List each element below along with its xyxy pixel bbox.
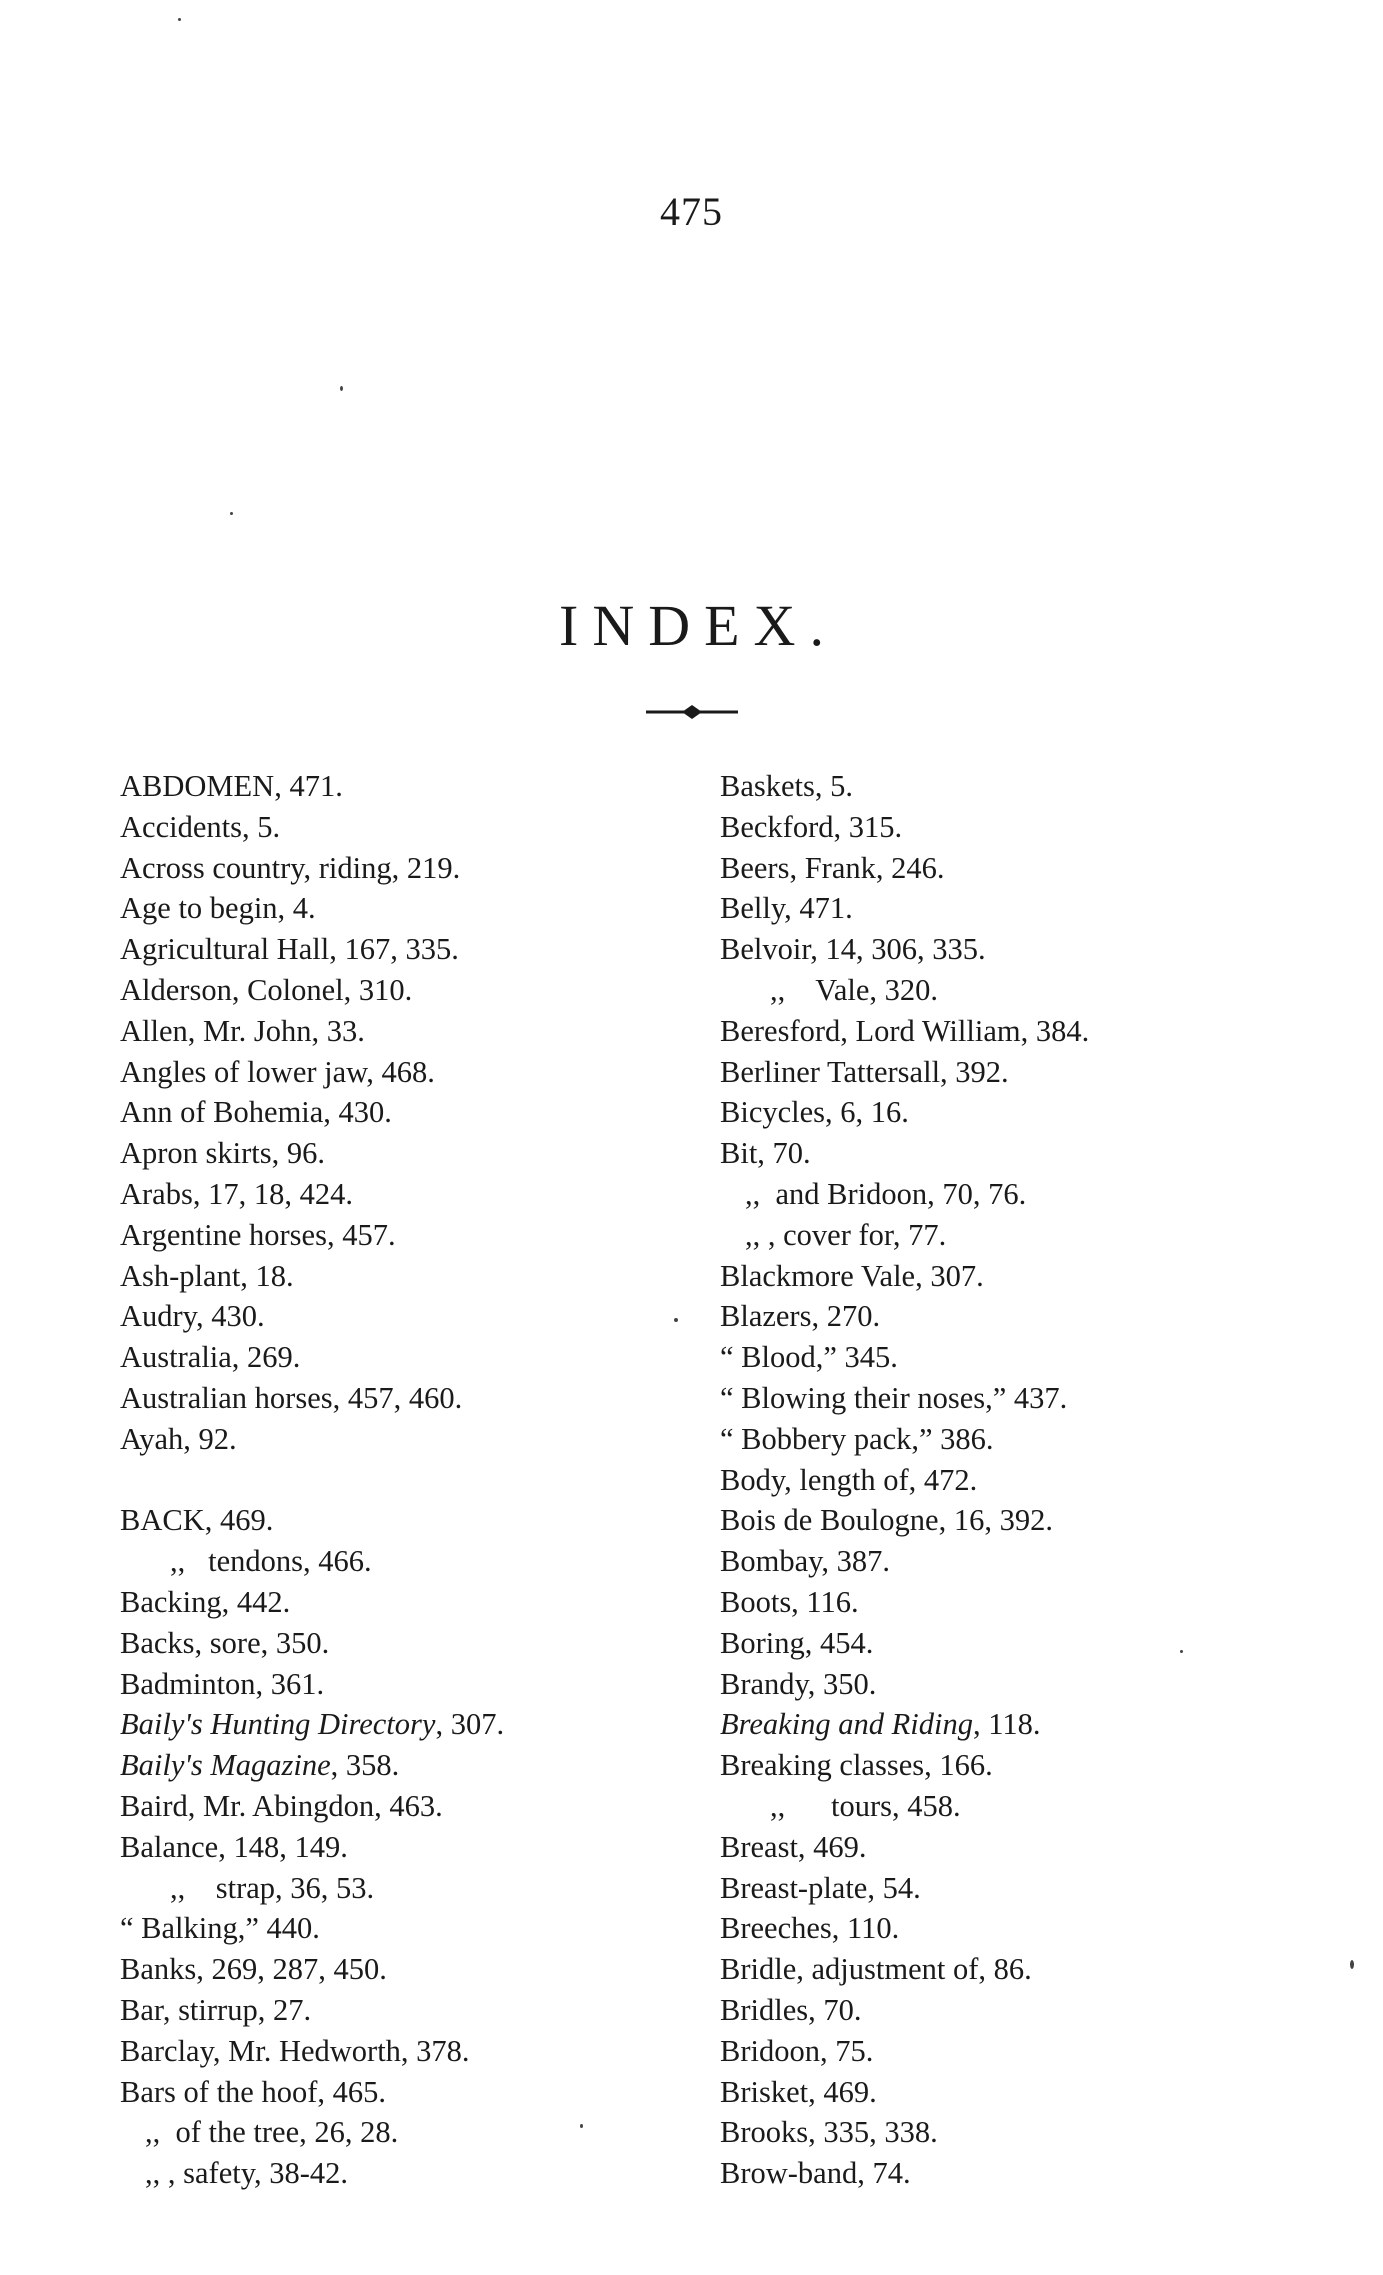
index-entry: Backing, 442. (120, 1584, 291, 1619)
index-subentry: ,, of the tree, 26, 28. (145, 2115, 399, 2150)
index-entry: Angles of lower jaw, 468. (120, 1054, 435, 1089)
index-entry: “ Blood,” 345. (720, 1340, 898, 1375)
index-entry: Brow-band, 74. (720, 2156, 911, 2191)
index-subentry: ,, tendons, 466. (170, 1544, 372, 1579)
index-entry: Australia, 269. (120, 1340, 301, 1375)
index-subentry: ,, tours, 458. (770, 1788, 961, 1823)
title-ornament-divider (642, 700, 742, 724)
index-entry: Beresford, Lord William, 384. (720, 1013, 1090, 1048)
index-subentry: ,, , cover for, 77. (745, 1217, 947, 1252)
index-entry: Accidents, 5. (120, 809, 281, 844)
index-entry: Brandy, 350. (720, 1666, 877, 1701)
index-entry-title: Baily's Magazine (120, 1748, 331, 1783)
index-entry: Ayah, 92. (120, 1421, 237, 1456)
index-entry: Belly, 471. (720, 891, 853, 926)
index-entry: Apron skirts, 96. (120, 1136, 326, 1171)
index-entry: Breast, 469. (720, 1829, 867, 1864)
index-entry: Boring, 454. (720, 1625, 874, 1660)
index-entry: Baskets, 5. (720, 769, 854, 803)
index-entry-pages: , 307. (435, 1707, 505, 1742)
index-entry: Arabs, 17, 18, 424. (120, 1176, 353, 1211)
index-entry: Age to begin, 4. (120, 891, 316, 926)
index-entry: Bridle, adjustment of, 86. (720, 1952, 1032, 1987)
index-entry: Argentine horses, 457. (120, 1217, 396, 1252)
section-gap (120, 1460, 640, 1501)
index-entry: Breeches, 110. (720, 1911, 900, 1946)
index-column-left (120, 766, 640, 2194)
index-column-right (720, 766, 1240, 2194)
index-entry: Ash-plant, 18. (120, 1258, 294, 1293)
index-entry: Beers, Frank, 246. (720, 850, 945, 885)
index-entry: Bridles, 70. (720, 1992, 862, 2027)
index-entry: Brisket, 469. (720, 2074, 877, 2109)
index-entry: Bois de Boulogne, 16, 392. (720, 1503, 1053, 1538)
index-entry: Baird, Mr. Abingdon, 463. (120, 1788, 443, 1823)
scan-speck (230, 512, 233, 515)
index-entry: Boots, 116. (720, 1584, 859, 1619)
index-entry: Banks, 269, 287, 450. (120, 1952, 387, 1987)
index-entry: “ Bobbery pack,” 386. (720, 1421, 994, 1456)
index-entry: ABDOMEN, 471. (120, 769, 343, 803)
index-entry (120, 1704, 640, 1745)
index-entry: Belvoir, 14, 306, 335. (720, 932, 986, 967)
index-entry: Badminton, 361. (120, 1666, 325, 1701)
index-entry: Brooks, 335, 338. (720, 2115, 938, 2150)
scan-speck (178, 18, 181, 21)
page-title: INDEX. (559, 593, 838, 658)
scan-speck (1180, 1650, 1183, 1653)
index-entry: Backs, sore, 350. (120, 1625, 330, 1660)
index-entry: Bombay, 387. (720, 1544, 890, 1579)
index-subentry: ,, and Bridoon, 70, 76. (745, 1176, 1027, 1211)
scan-speck (674, 1318, 678, 1322)
index-entry-title: Breaking and Riding (720, 1707, 973, 1742)
index-entry: Audry, 430. (120, 1299, 265, 1334)
scan-speck (580, 2124, 583, 2128)
index-entry: Bit, 70. (720, 1136, 811, 1171)
index-entry: Alderson, Colonel, 310. (120, 972, 413, 1007)
index-entry: Bars of the hoof, 465. (120, 2074, 386, 2109)
index-entry: Blazers, 270. (720, 1299, 881, 1334)
index-entry: Barclay, Mr. Hedworth, 378. (120, 2033, 470, 2068)
index-subentry: ,, , safety, 38-42. (145, 2156, 349, 2191)
index-entry: Beckford, 315. (720, 809, 903, 844)
scan-speck (340, 386, 343, 391)
index-entry: Across country, riding, 219. (120, 850, 461, 885)
index-entry: Balance, 148, 149. (120, 1829, 348, 1864)
index-entry: “ Balking,” 440. (120, 1911, 320, 1946)
index-entry-title: Baily's Hunting Directory (120, 1707, 436, 1742)
index-entry-pages: , 118. (973, 1707, 1041, 1742)
index-entry: Blackmore Vale, 307. (720, 1258, 984, 1293)
index-entry (720, 1704, 1240, 1745)
index-entry: BACK, 469. (120, 1503, 274, 1538)
index-subentry: ,, Vale, 320. (770, 972, 939, 1007)
index-entry: Berliner Tattersall, 392. (720, 1054, 1009, 1089)
index-entry: Bridoon, 75. (720, 2033, 874, 2068)
page-number: 475 (660, 189, 723, 234)
index-entry: Allen, Mr. John, 33. (120, 1013, 365, 1048)
index-entry: “ Blowing their noses,” 437. (720, 1380, 1068, 1415)
index-entry-pages: , 358. (330, 1748, 400, 1783)
index-entry: Body, length of, 472. (720, 1462, 978, 1497)
scan-speck (1350, 1960, 1354, 1969)
index-entry: Bicycles, 6, 16. (720, 1095, 909, 1130)
index-subentry: ,, strap, 36, 53. (170, 1870, 375, 1905)
index-entry: Australian horses, 457, 460. (120, 1380, 463, 1415)
index-entry: Ann of Bohemia, 430. (120, 1095, 392, 1130)
index-entry (120, 1745, 640, 1786)
index-entry: Agricultural Hall, 167, 335. (120, 932, 459, 967)
index-entry: Bar, stirrup, 27. (120, 1992, 312, 2027)
index-entry: Breast-plate, 54. (720, 1870, 921, 1905)
index-entry: Breaking classes, 166. (720, 1748, 993, 1783)
